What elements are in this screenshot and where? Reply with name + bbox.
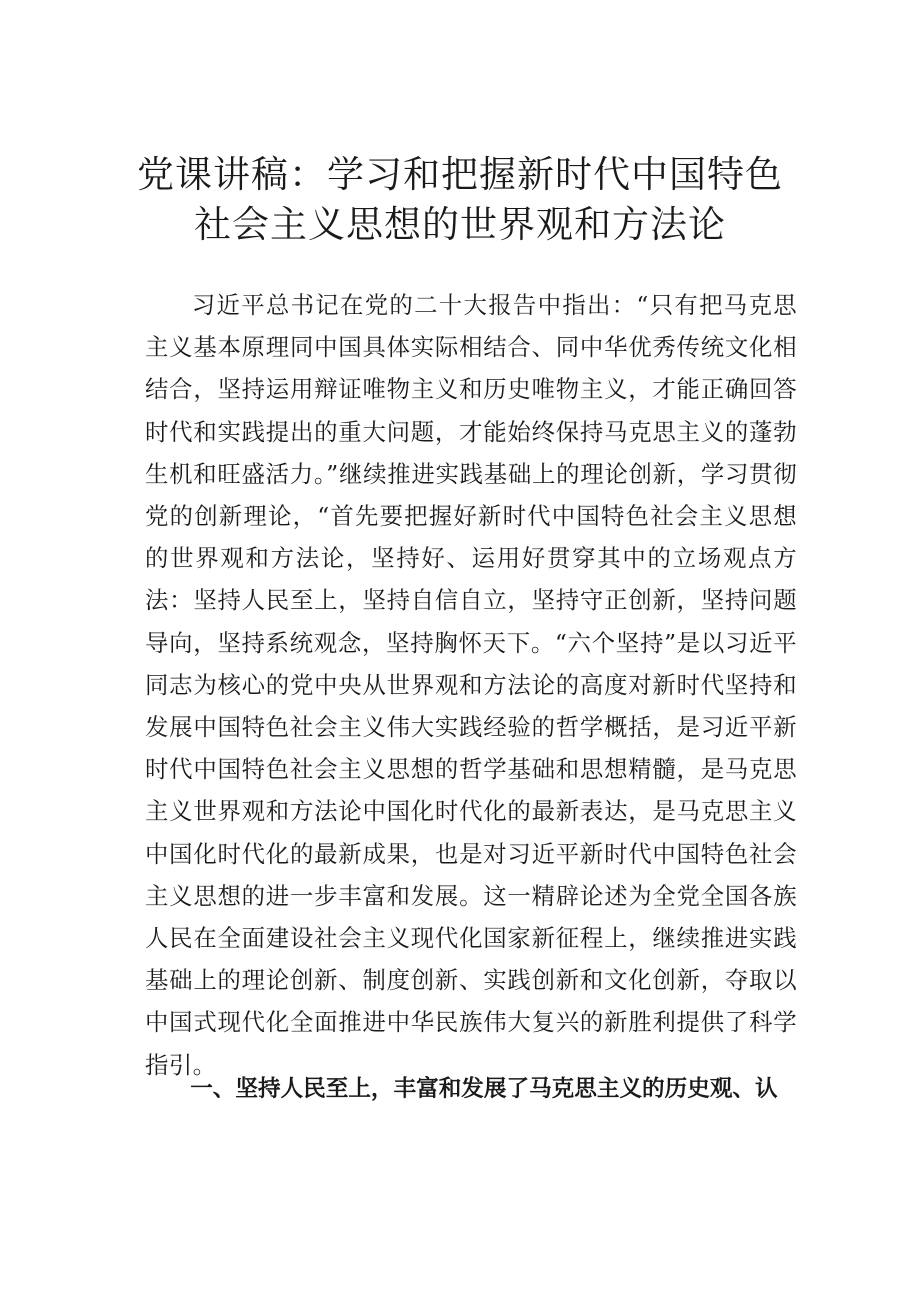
section-heading: 一、坚持人民至上，丰富和发展了马克思主义的历史观、认: [190, 1076, 778, 1102]
title-line-1: 党课讲稿：学习和把握新时代中国特色: [137, 153, 783, 196]
body-paragraph: 习近平总书记在党的二十大报告中指出：“只有把马克思主义基本原理同中国具体实际相结合、同中华优秀传统文化相结合，坚持运用辩证唯物主义和历史唯物主义，才能正确回答时代和实践提出的重大问题，才能始终保持马克思主义的蓬勃生机和旺盛活力。”继续推进实践基础上的理论创新，学习贯彻党的创新理论，“首先要把握好新时代中国特色社会主义思想的世界观和方法论，坚持好、运用好贯穿其中的立场观点方法：坚持人民至上，坚持自信自立，坚持守正创新，坚持问题导向，坚持系统观念，坚持胸怀天下。“六个坚持”是以习近平同志为核心的党中央从世界观和方法论的高度对新时代坚持和发展中国特色社会主义伟大实践经验的哲学概括，是习近平新时代中国特色社会主义思想的哲学基础和思想精髓，是马克思主义世界观和方法论中国化时代化的最新表达，是马克思主义中国化时代化的最新成果，也是对习近平新时代中国特色社会主义思想的进一步丰富和发展。这一精辟论述为全党全国各族人民在全面建设社会主义现代化国家新征程上，继续推进实践基础上的理论创新、制度创新、实践创新和文化创新，夺取以中国式现代化全面推进中华民族伟大复兴的新胜利提供了科学指引。: [145, 291, 797, 1079]
title-line-2: 社会主义思想的世界观和方法论: [194, 203, 726, 246]
document-title: [120, 150, 800, 250]
